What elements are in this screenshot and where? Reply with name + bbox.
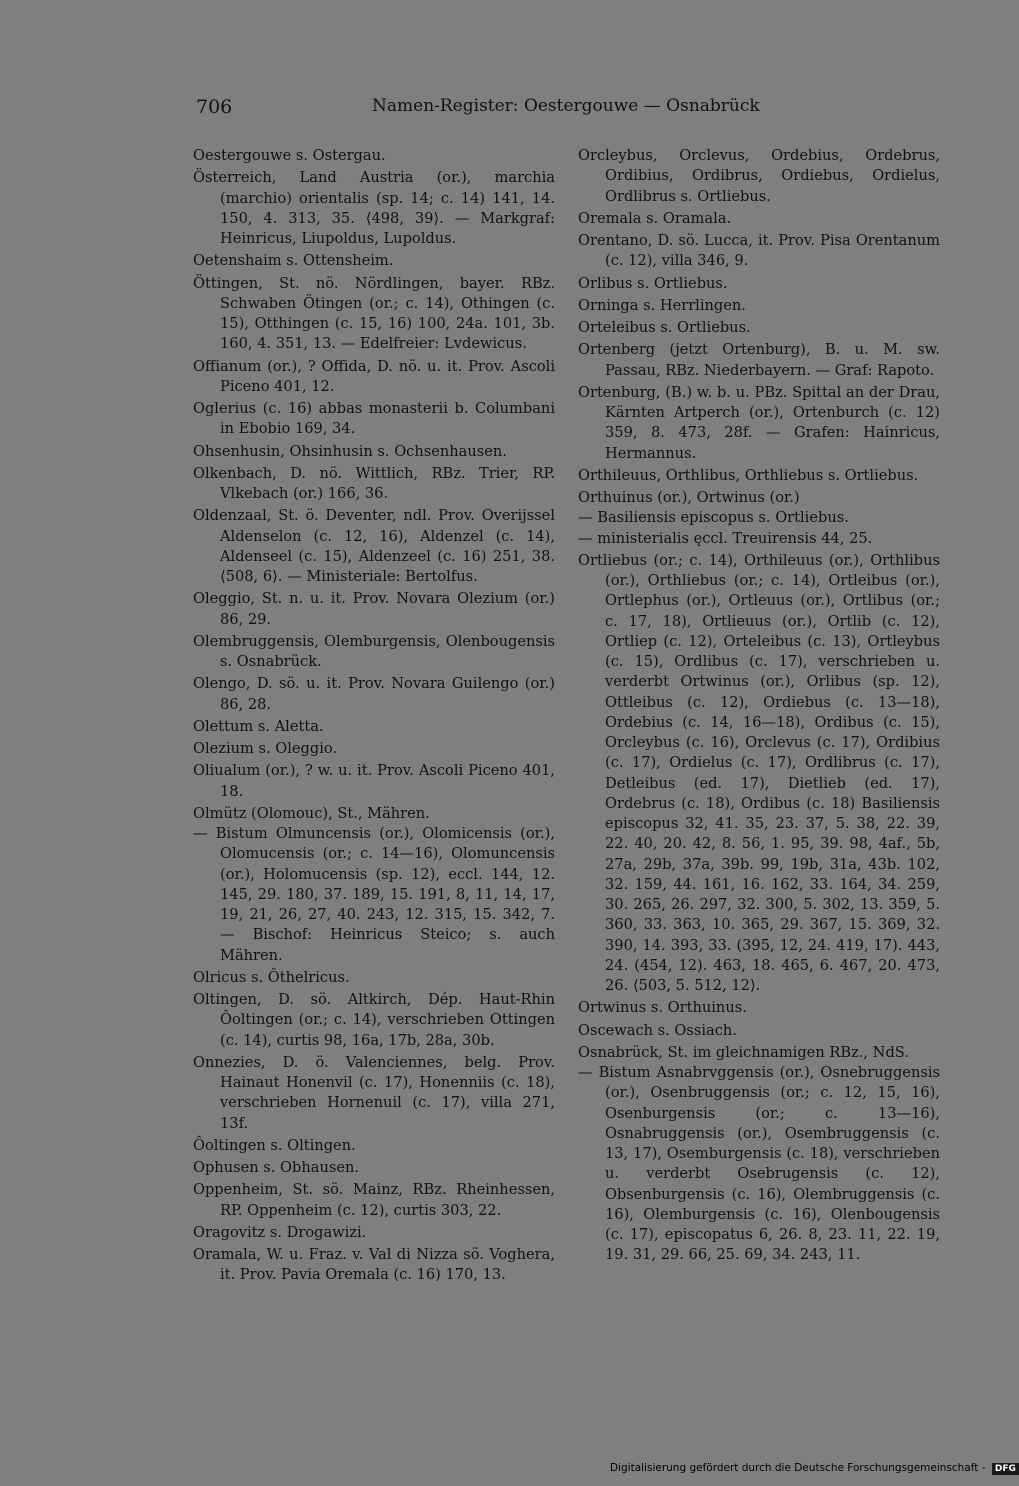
index-entry: Oliualum (or.), ? w. u. it. Prov. Ascoli Piceno 401, 18.: [193, 762, 555, 800]
index-entry: Osnabrück, St. im gleichnamigen RBz., NdS.: [578, 1043, 909, 1061]
index-entry: Orentano, D. sö. Lucca, it. Prov. Pisa Orentanum (c. 12), villa 346, 9.: [578, 232, 940, 270]
running-head: Namen-Register: Oestergouwe — Osnabrück: [372, 96, 760, 116]
index-entry: Orcleybus, Orclevus, Ordebius, Ordebrus, Ordibius, Ordibrus, Ordiebus, Ordielus, Ordlibrus s. Ortliebus.: [578, 147, 940, 205]
index-entry: Offianum (or.), ? Offida, D. nö. u. it. Prov. Ascoli Piceno 401, 12.: [193, 357, 555, 395]
index-entry: Olezium s. Oleggio.: [193, 740, 338, 757]
index-entry: Ortliebus (or.; c. 14), Orthileuus (or.), Orthlibus (or.), Orthliebus (or.; c. 14), Ortleibus (or.), Ortlephus (or.), Ortleuus (or.), Ortlibus (or.; c. 17, 18), Ortlieuus (or.), Ortlib (c. 12), Ortliep (c. 12), Orteleibus (c. 13), Ortleybus (c. 15), Ordlibus (c. 17), verschrieben u. verderbt Ortwinus (or.), Orlibus (sp. 12), Ottleibus (c. 12), Ordiebus (c. 13—18), Ordebius (c. 14, 16—18), Ordibus (c. 15), Orcleybus (c. 16), Orclevus (c. 17), Ordibius (c. 17), Ordielus (c. 17), Ordlibrus (c. 17), Detleibus (ed. 17), Dietlieb (ed. 17), Ordebrus (c. 18), Ordibus (c. 18) Basiliensis episcopus 32, 41. 35, 23. 37, 5. 38, 22. 39, 22. 40, 20. 42, 8. 56, 1. 95, 39. 98, 4af., 5b, 27a, 29b, 37a, 39b. 99, 19b, 31a, 43b. 102, 32. 159, 44. 161, 16. 162, 33. 164, 34. 259, 30. 265, 26. 297, 32. 300, 5. 302, 13. 359, 5. 360, 33. 363, 10. 365, 29. 367, 15. 369, 32. 390, 14. 393, 33. (395, 12, 24. 419, 17). 443, 24. (454, 12). 463, 18. 465, 6. 467, 20. 473, 26. ⟨503, 5. 512, 12⟩.: [578, 551, 940, 994]
index-entry: Olettum s. Aletta.: [193, 717, 324, 735]
index-entry: Oscewach s. Ossiach.: [578, 1021, 737, 1039]
index-entry: Ortenburg, (B.) w. b. u. PBz. Spittal an der Drau, Kärnten Artperch (or.), Ortenburch (c. 12) 359, 8. 473, 28f. — Grafen: Hainricus, Hermannus.: [578, 383, 940, 462]
index-entry: Oglerius (c. 16) abbas monasterii b. Columbani in Ebobio 169, 34.: [193, 400, 555, 438]
index-entry: Ortenberg (jetzt Ortenburg), B. u. M. sw. Passau, RBz. Niederbayern. — Graf: Rapoto.: [578, 341, 940, 379]
index-entry: Orthuinus (or.), Ortwinus (or.): [578, 489, 800, 506]
credit-text: Digitalisierung gefördert durch die Deutsche Forschungsgemeinschaft -: [610, 1462, 986, 1474]
index-entry: Oltingen, D. sö. Altkirch, Dép. Haut-Rhin Ôoltingen (or.; c. 14), verschrieben Ottingen (c. 14), curtis 98, 16a, 17b, 28a, 30b.: [193, 991, 555, 1049]
index-entry: Öttingen, St. nö. Nördlingen, bayer. RBz. Schwaben Ötingen (or.; c. 14), Othingen (c. 15), Otthingen (c. 15, 16) 100, 24a. 101, 3b. 160, 4. 351, 13. — Edelfreier: Lvdewicus.: [193, 274, 555, 353]
index-subentry: — Basiliensis episcopus s. Ortliebus.: [578, 509, 849, 527]
page-header: [0, 96, 1000, 122]
index-entry: Orteleibus s. Ortliebus.: [578, 319, 751, 336]
index-entry: Ophusen s. Obhausen.: [193, 1159, 360, 1176]
index-entry: Oppenheim, St. sö. Mainz, RBz. Rheinhessen, RP. Oppenheim (c. 12), curtis 303, 22.: [193, 1181, 555, 1219]
index-entry: Olricus s. Ôthelricus.: [193, 968, 350, 986]
index-entry: Orninga s. Herrlingen.: [578, 296, 746, 314]
index-entry: Ortwinus s. Orthuinus.: [578, 999, 747, 1017]
index-entry: Olkenbach, D. nö. Wittlich, RBz. Trier, RP. Vlkebach (or.) 166, 36.: [193, 464, 555, 502]
index-subentry: — Bistum Asnabrvggensis (or.), Osnebruggensis (or.), Osenbruggensis (or.; c. 12, 15, 16), Osenburgensis (or.; c. 13—16), Osnabruggensis (or.), Osembruggensis (c. 13, 17), Osemburgensis (c. 18), verschrieben u. verderbt Osebrugensis (c. 12), Obsenburgensis (c. 16), Olembruggensis (c. 16), Olemburgensis (c. 16), Olenbougensis (c. 17), episcopatus 6, 26. 8, 23. 11, 22. 19, 19. 31, 29. 66, 25. 69, 34. 243, 11.: [578, 1064, 940, 1264]
digitization-credit: [610, 1462, 1019, 1475]
index-entry: Oldenzaal, St. ö. Deventer, ndl. Prov. Overijssel Aldenselon (c. 12, 16), Aldenzel (c. 14), Aldenseel (c. 15), Aldenzeel (c. 16) 251, 38. ⟨508, 6⟩. — Ministeriale: Bertolfus.: [193, 507, 555, 585]
index-subentry: — ministerialis ęccl. Treuirensis 44, 25.: [578, 529, 873, 547]
right-column: [578, 146, 940, 1268]
page-number: 706: [196, 96, 233, 118]
index-entry: Olembruggensis, Olemburgensis, Olenbougensis s. Osnabrück.: [193, 632, 555, 670]
index-entry: Oragovitz s. Drogawizi.: [193, 1223, 367, 1241]
index-entry: Oleggio, St. n. u. it. Prov. Novara Olezium (or.) 86, 29.: [193, 590, 555, 628]
index-entry: Oestergouwe s. Ostergau.: [193, 147, 386, 164]
left-column: [193, 146, 555, 1288]
index-entry: Oetenshaim s. Ottensheim.: [193, 252, 394, 270]
index-entry: Onnezies, D. ö. Valenciennes, belg. Prov. Hainaut Honenvil (c. 17), Honenniis (c. 18), verschrieben Hornenuil (c. 17), villa 271, 13f.: [193, 1053, 555, 1132]
index-entry: Österreich, Land Austria (or.), marchia (marchio) orientalis (sp. 14; c. 14) 141, 14. 150, 4. 313, 35. ⟨498, 39⟩. — Markgraf: Heinricus, Liupoldus, Lupoldus.: [193, 169, 555, 247]
index-entry: Oremala s. Oramala.: [578, 209, 732, 227]
dfg-logo: DFG: [992, 1463, 1019, 1475]
index-entry: Oramala, W. u. Fraz. v. Val di Nizza sö. Voghera, it. Prov. Pavia Oremala (c. 16) 170, 13.: [193, 1246, 555, 1284]
index-subentry: — Bistum Olmuncensis (or.), Olomicensis (or.), Olomucensis (or.; c. 14—16), Olomuncensis (or.), Holomucensis (sp. 12), eccl. 144, 12. 145, 29. 180, 37. 189, 15. 191, 8, 11, 14, 17, 19, 21, 26, 27, 40. 243, 12. 315, 15. 342, 7. — Bischof: Heinricus Steico; s. auch Mähren.: [193, 825, 555, 964]
index-entry: Olmütz (Olomouc), St., Mähren.: [193, 804, 430, 822]
index-entry: Olengo, D. sö. u. it. Prov. Novara Guilengo (or.) 86, 28.: [193, 675, 555, 713]
index-entry: Orlibus s. Ortliebus.: [578, 274, 728, 292]
index-entry: Orthileuus, Orthlibus, Orthliebus s. Ortliebus.: [578, 466, 919, 484]
index-entry: Ôoltingen s. Oltingen.: [193, 1136, 356, 1154]
index-entry: Ohsenhusin, Ohsinhusin s. Ochsenhausen.: [193, 442, 507, 460]
